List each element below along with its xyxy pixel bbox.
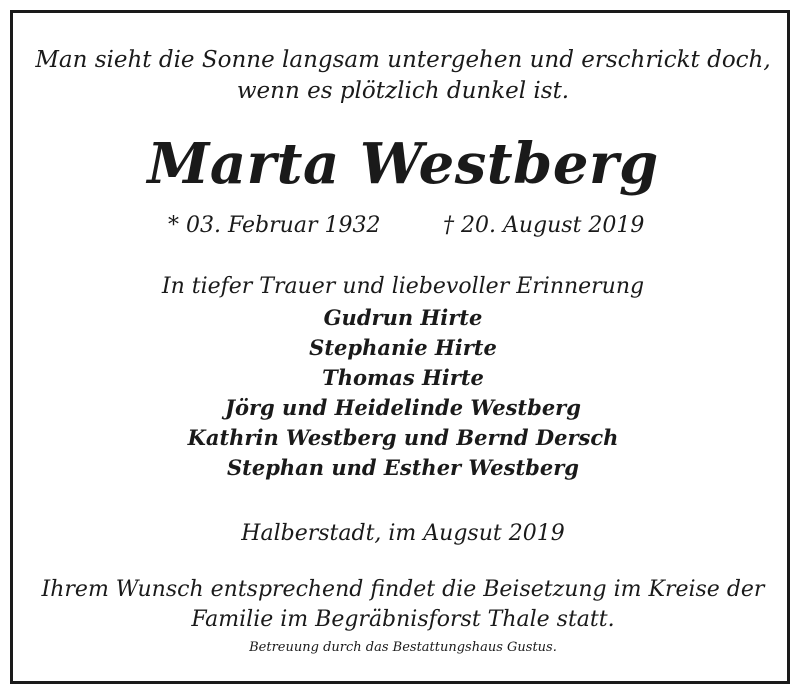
mourner-name: Kathrin Westberg und Bernd Dersch (187, 425, 619, 450)
burial-note-line-1: Ihrem Wunsch entsprechend findet die Beisetzung im Kreise der (41, 577, 765, 602)
poem-line-2: wenn es plötzlich dunkel ist. (236, 78, 570, 104)
poem (13, 45, 793, 107)
death-date: † 20. August 2019 (443, 213, 645, 238)
obituary-frame (10, 10, 790, 684)
mourner-name: Thomas Hirte (322, 365, 484, 390)
mourner-name: Jörg und Heidelinde Westberg (225, 395, 581, 420)
mourner-name: Stephan und Esther Westberg (227, 455, 579, 480)
place-date: Halberstadt, im Augsut 2019 (241, 521, 565, 546)
mourner-name: Stephanie Hirte (309, 335, 497, 360)
birth-date: * 03. Februar 1932 (168, 213, 381, 238)
grief-line: In tiefer Trauer und liebevoller Erinnerung (161, 274, 645, 299)
life-dates (13, 210, 793, 242)
funeral-home-note: Betreuung durch das Bestattungshaus Gustus. (249, 640, 557, 655)
burial-note-line-2: Familie im Begräbnisforst Thale statt. (191, 607, 615, 632)
burial-note (13, 575, 793, 635)
deceased-name: Marta Westberg (147, 131, 659, 197)
mourner-name: Gudrun Hirte (323, 305, 483, 330)
poem-line-1: Man sieht die Sonne langsam untergehen und erschrickt doch, (35, 47, 771, 73)
mourners-list (13, 303, 793, 483)
